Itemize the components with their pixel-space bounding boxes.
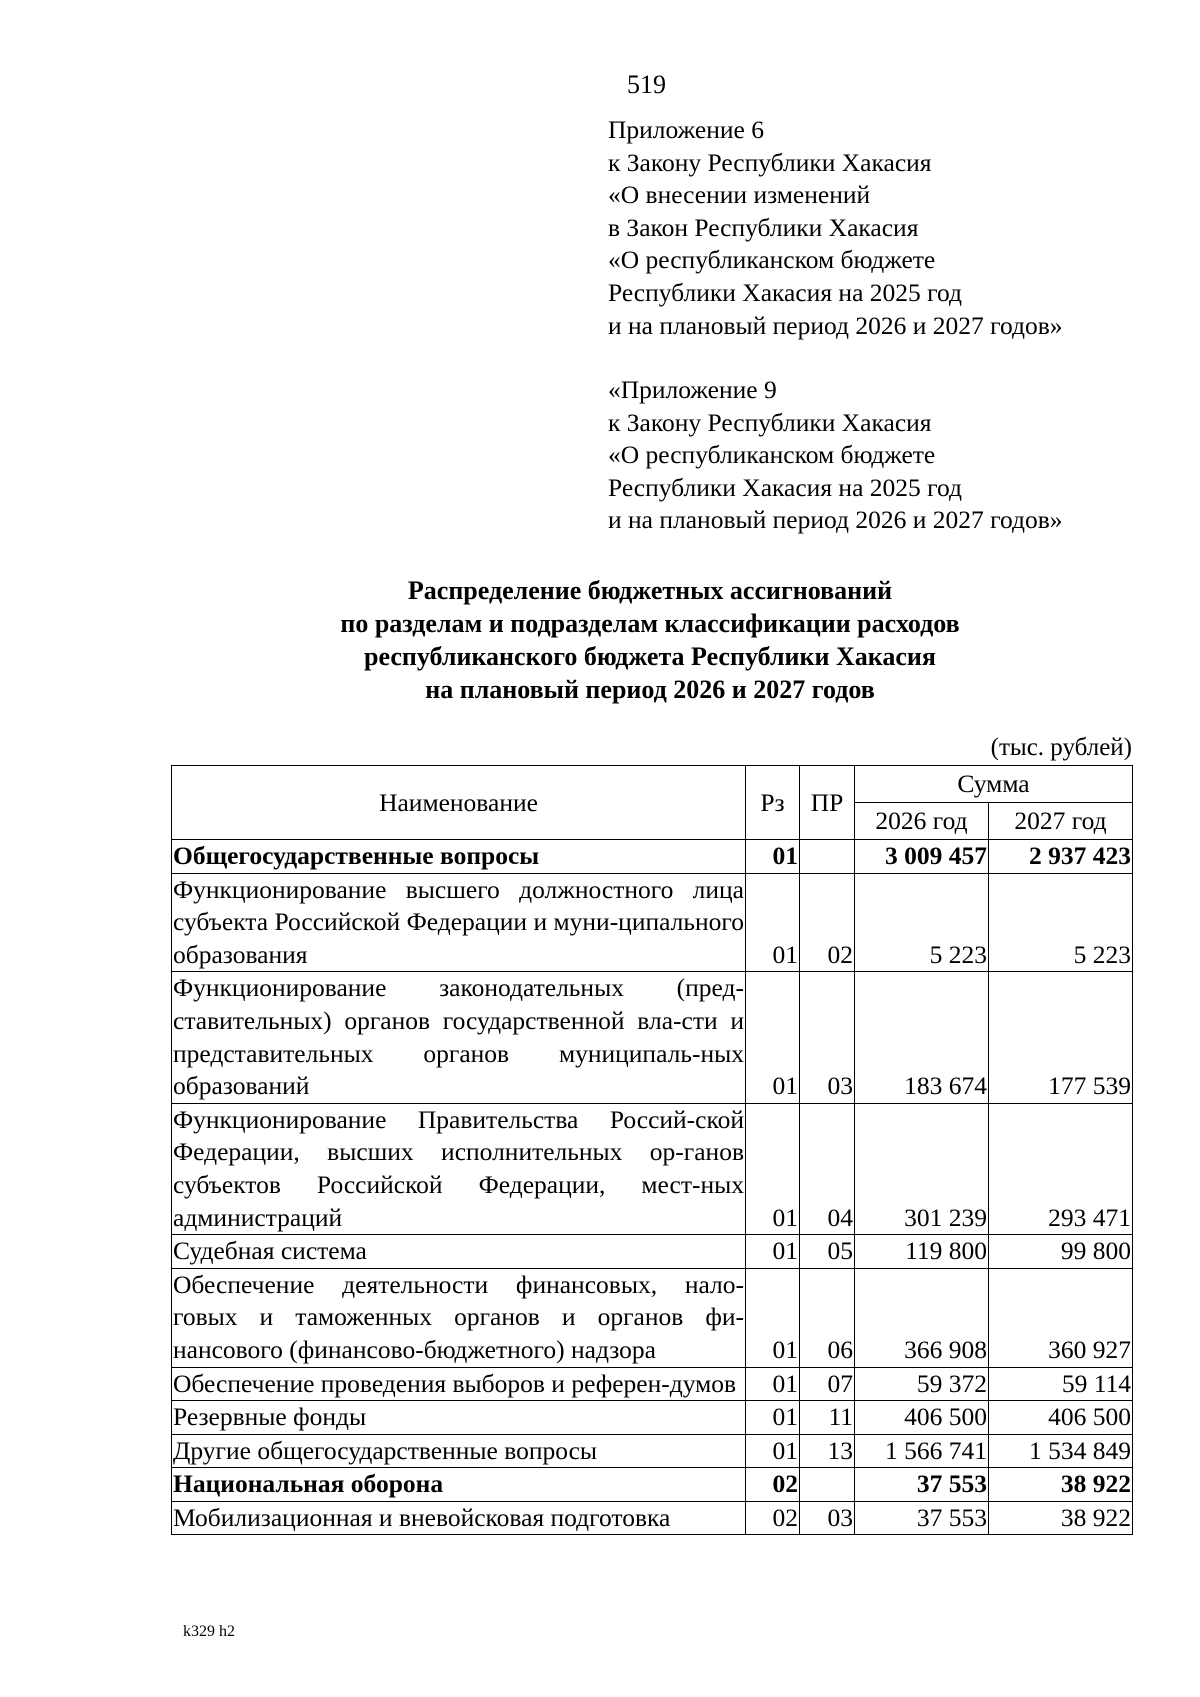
row-amount-2027: 360 927: [989, 1268, 1133, 1367]
row-name: Мобилизационная и вневойсковая подготовка: [172, 1501, 746, 1535]
row-pr: 11: [800, 1401, 855, 1435]
row-amount-2027: 38 922: [989, 1468, 1133, 1502]
row-pr: 07: [800, 1367, 855, 1401]
row-pr: 03: [800, 972, 855, 1103]
appendix-9-line: «О республиканском бюджете: [608, 440, 936, 470]
row-amount-2027: 293 471: [989, 1103, 1133, 1234]
row-amount-2026: 5 223: [855, 873, 989, 972]
table-row: [172, 1434, 1133, 1468]
header-rz: Рз: [746, 766, 800, 840]
row-rz: 01: [746, 972, 800, 1103]
appendix-9-line: «Приложение 9: [608, 375, 777, 404]
row-rz: 01: [746, 873, 800, 972]
row-rz: 01: [746, 1367, 800, 1401]
document-title: [150, 574, 1150, 706]
table-row: [172, 1367, 1133, 1401]
appendix-9-line: и на плановый период 2026 и 2027 годов»: [608, 505, 1063, 535]
budget-table: [171, 765, 1133, 1535]
row-amount-2027: 177 539: [989, 972, 1133, 1103]
footer-code: k329 h2: [183, 1623, 235, 1640]
row-rz: 01: [746, 1103, 800, 1234]
page-number: 519: [627, 70, 666, 99]
row-amount-2027: 38 922: [989, 1501, 1133, 1535]
row-amount-2027: 5 223: [989, 873, 1133, 972]
row-name: Другие общегосударственные вопросы: [172, 1434, 746, 1468]
row-rz: 01: [746, 1434, 800, 1468]
unit-label: (тыс. рублей): [990, 734, 1132, 761]
header-pr: ПР: [800, 766, 855, 840]
row-rz: 01: [746, 1268, 800, 1367]
row-amount-2027: 1 534 849: [989, 1434, 1133, 1468]
row-amount-2026: 3 009 457: [855, 840, 989, 874]
appendix-6-line: и на плановый период 2026 и 2027 годов»: [608, 310, 1063, 340]
row-rz: 01: [746, 1235, 800, 1269]
row-amount-2026: 37 553: [855, 1501, 989, 1535]
row-name: Национальная оборона: [172, 1468, 746, 1502]
table-row: [172, 1401, 1133, 1435]
appendix-6-line: Республики Хакасия на 2025 год: [608, 277, 962, 307]
row-amount-2027: 99 800: [989, 1235, 1133, 1269]
row-pr: 13: [800, 1434, 855, 1468]
row-pr: 04: [800, 1103, 855, 1234]
row-amount-2026: 366 908: [855, 1268, 989, 1367]
table-row: [172, 1268, 1133, 1367]
appendix-6-line: в Закон Республики Хакасия: [608, 212, 919, 242]
row-name: Общегосударственные вопросы: [172, 840, 746, 874]
row-amount-2027: 59 114: [989, 1367, 1133, 1401]
row-amount-2026: 183 674: [855, 972, 989, 1103]
appendix-9-line: Республики Хакасия на 2025 год: [608, 472, 962, 502]
table-row: [172, 1468, 1133, 1502]
row-name: Функционирование законодательных (пред-ставительных) органов государственной вла-сти и представительных органов муниципаль-ных образований: [172, 972, 746, 1103]
row-amount-2026: 406 500: [855, 1401, 989, 1435]
header-year-2027: 2027 год: [989, 803, 1133, 840]
table-body: [172, 840, 1133, 1535]
appendix-6-header: [608, 114, 1168, 342]
row-name: Функционирование Правительства Россий-ской Федерации, высших исполнительных ор-ганов субъектов Российской Федерации, мест-ных администраций: [172, 1103, 746, 1234]
header-sum: Сумма: [855, 766, 1133, 803]
row-pr: 05: [800, 1235, 855, 1269]
row-name: Обеспечение проведения выборов и референ-думов: [172, 1367, 746, 1401]
row-pr: [800, 840, 855, 874]
title-line: по разделам и подразделам классификации расходов: [340, 609, 960, 638]
appendix-6-line: Приложение 6: [608, 115, 764, 144]
table-row: [172, 1103, 1133, 1234]
row-amount-2026: 119 800: [855, 1235, 989, 1269]
table-row: [172, 1235, 1133, 1269]
appendix-9-line: к Закону Республики Хакасия: [608, 407, 932, 437]
row-amount-2026: 37 553: [855, 1468, 989, 1502]
row-rz: 02: [746, 1501, 800, 1535]
row-name: Судебная система: [172, 1235, 746, 1269]
appendix-6-line: «О республиканском бюджете: [608, 245, 936, 275]
row-amount-2026: 59 372: [855, 1367, 989, 1401]
appendix-9-header: [608, 374, 1168, 537]
row-rz: 01: [746, 1401, 800, 1435]
title-line: на плановый период 2026 и 2027 годов: [425, 675, 875, 704]
row-rz: 02: [746, 1468, 800, 1502]
row-rz: 01: [746, 840, 800, 874]
row-pr: [800, 1468, 855, 1502]
row-amount-2027: 2 937 423: [989, 840, 1133, 874]
title-line: Распределение бюджетных ассигнований: [407, 576, 893, 605]
row-name: Обеспечение деятельности финансовых, нало-говых и таможенных органов и органов фи-нансового (финансово-бюджетного) надзора: [172, 1268, 746, 1367]
header-year-2026: 2026 год: [855, 803, 989, 840]
table-row: [172, 972, 1133, 1103]
appendix-6-line: к Закону Республики Хакасия: [608, 147, 932, 177]
appendix-6-line: «О внесении изменений: [608, 180, 871, 210]
table-row: [172, 1501, 1133, 1535]
title-line: республиканского бюджета Республики Хакасия: [364, 642, 936, 671]
row-pr: 06: [800, 1268, 855, 1367]
table-row: [172, 873, 1133, 972]
header-name: Наименование: [172, 766, 746, 840]
row-amount-2026: 1 566 741: [855, 1434, 989, 1468]
row-pr: 02: [800, 873, 855, 972]
row-amount-2026: 301 239: [855, 1103, 989, 1234]
row-pr: 03: [800, 1501, 855, 1535]
row-name: Резервные фонды: [172, 1401, 746, 1435]
row-amount-2027: 406 500: [989, 1401, 1133, 1435]
row-name: Функционирование высшего должностного лица субъекта Российской Федерации и муни-ципального образования: [172, 873, 746, 972]
table-row: [172, 840, 1133, 874]
